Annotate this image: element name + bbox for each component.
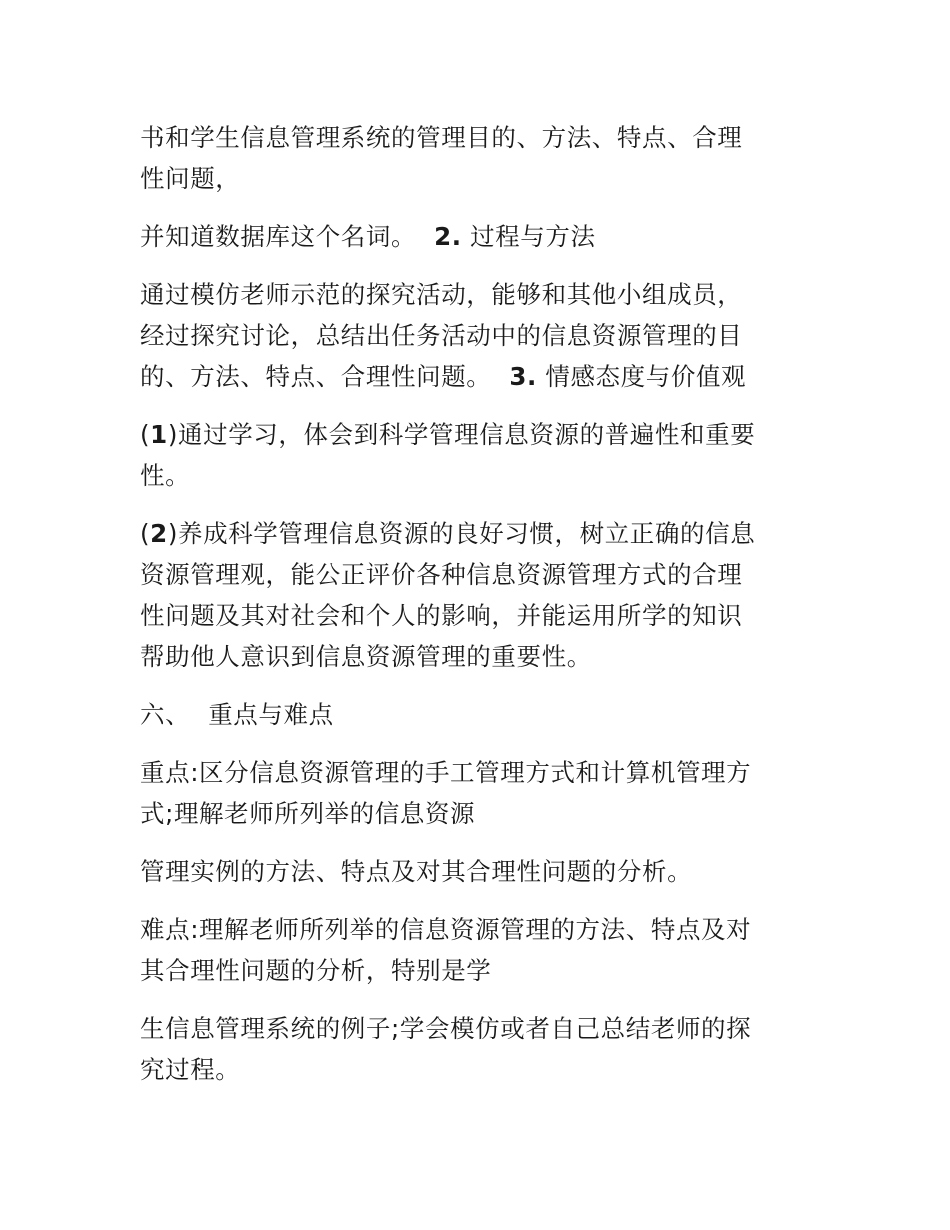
document-body [140, 117, 812, 1107]
section-heading: 重点与难点 [208, 700, 334, 729]
item-number: 1 [150, 420, 168, 449]
paragraph-4 [140, 414, 812, 496]
paragraph-1 [140, 117, 812, 199]
text-segment: 并知道数据库这个名词。 [140, 222, 417, 251]
text-line: 性问题及其对社会和个人的影响，并能运用所学的知识 [140, 601, 743, 630]
text-line: 通过学习，体会到科学管理信息资源的普遍性和重要 [178, 420, 756, 449]
section-number: 2. [434, 222, 462, 251]
section-number: 3. [509, 362, 537, 391]
paren-close: ) [167, 420, 178, 449]
paragraph-key-points-cont [140, 851, 812, 892]
paragraph-difficulties [140, 909, 812, 991]
paren-open: ( [140, 519, 151, 548]
text-line: 难点:理解老师所列举的信息资源管理的方法、特点及对 [140, 915, 752, 944]
paren-close: ) [167, 519, 178, 548]
section-index: 六、 [140, 700, 191, 729]
text-line: 究过程。 [140, 1055, 241, 1084]
text-line: 养成科学管理信息资源的良好习惯，树立正确的信息 [178, 519, 756, 548]
item-number: 2 [150, 519, 168, 548]
text-line: 性。 [140, 461, 191, 490]
text-line: 通过模仿老师示范的探究活动，能够和其他小组成员， [140, 280, 743, 309]
text-line: 书和学生信息管理系统的管理目的、方法、特点、合理 [140, 123, 743, 152]
section-heading: 过程与方法 [470, 222, 596, 251]
text-line: 其合理性问题的分析，特别是学 [140, 956, 492, 985]
text-line: 帮助他人意识到信息资源管理的重要性。 [140, 642, 592, 671]
paragraph-difficulties-cont [140, 1008, 812, 1090]
paren-open: ( [140, 420, 151, 449]
paragraph-3 [140, 274, 812, 397]
paragraph-2 [140, 216, 812, 257]
text-line: 生信息管理系统的例子;学会模仿或者自己总结老师的探 [140, 1014, 752, 1043]
text-line: 重点:区分信息资源管理的手工管理方式和计算机管理方 [140, 758, 752, 787]
text-line: 性问题， [140, 164, 241, 193]
text-line: 管理实例的方法、特点及对其合理性问题的分析。 [140, 857, 693, 886]
paragraph-5 [140, 513, 812, 677]
text-line: 式;理解老师所列举的信息资源 [140, 799, 476, 828]
text-segment: 的、方法、特点、合理性问题。 [140, 362, 492, 391]
paragraph-key-points [140, 752, 812, 834]
text-line: 资源管理观，能公正评价各种信息资源管理方式的合理 [140, 560, 743, 589]
section-heading-six [140, 694, 812, 735]
section-heading: 情感态度与价值观 [545, 362, 747, 391]
text-line: 经过探究讨论，总结出任务活动中的信息资源管理的目 [140, 321, 743, 350]
